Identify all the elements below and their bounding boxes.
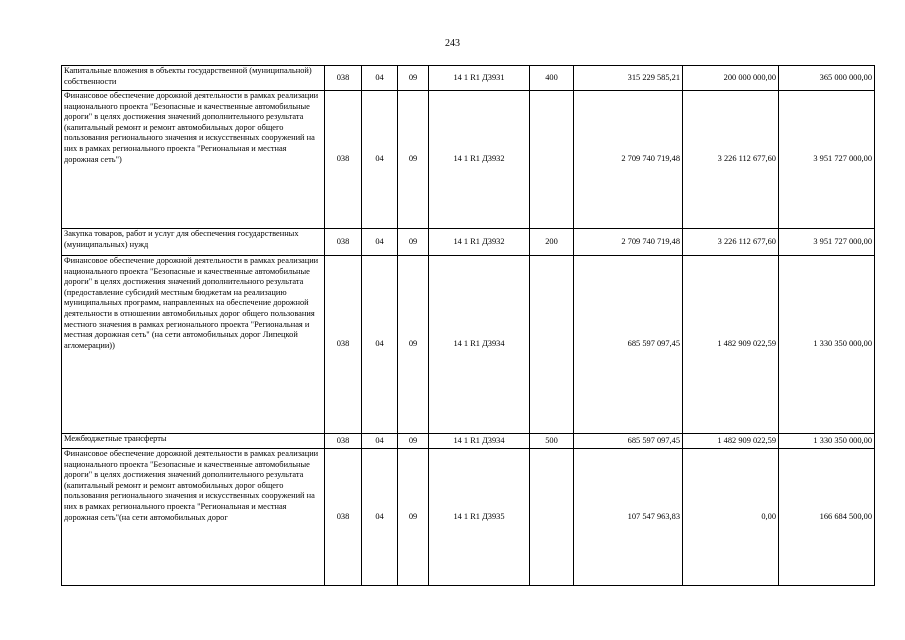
amount-year-1: 2 709 740 719,48: [574, 229, 683, 256]
section-code: 04: [362, 449, 398, 586]
section-code: 04: [362, 91, 398, 229]
amount-year-3: 3 951 727 000,00: [779, 91, 875, 229]
amount-year-3: 166 684 500,00: [779, 449, 875, 586]
section-code: 04: [362, 434, 398, 449]
target-article-code: 14 1 R1 Д3932: [429, 229, 530, 256]
target-article-code: 14 1 R1 Д3934: [429, 434, 530, 449]
amount-year-1: 315 229 585,21: [574, 66, 683, 91]
table-row: [62, 449, 875, 586]
amount-year-2: 3 226 112 677,60: [683, 229, 779, 256]
row-description: Финансовое обеспечение дорожной деятельности в рамках реализации национального проекта "Безопасные и качественные автомобильные дороги" в целях достижения значений дополнительного результата (капитальный ремонт и ремонт автомобильных дорог общего пользования регионального значения и искусственных сооружений на них в рамках регионального проекта "Региональная и местная дорожная сеть"(на сети автомобильных дорог: [62, 449, 325, 586]
expense-type-code: 500: [530, 434, 574, 449]
table-row: [62, 434, 875, 449]
row-description: Финансовое обеспечение дорожной деятельности в рамках реализации национального проекта "Безопасные и качественные автомобильные дороги" в целях достижения значений дополнительного результата (предоставление субсидий местным бюджетам на реализацию муниципальных программ, направленных на обеспечение дорожной деятельности в отношении автомобильных дорог общего пользования местного значения в рамках регионального проекта "Региональная и местная дорожная сеть" (на сети автомобильных дорог Липецкой агломерации)): [62, 256, 325, 434]
page-number: 243: [445, 38, 460, 49]
row-description: Финансовое обеспечение дорожной деятельности в рамках реализации национального проекта "Безопасные и качественные автомобильные дороги" в целях достижения значений дополнительного результата (капитальный ремонт и ремонт автомобильных дорог общего пользования регионального значения и искусственных сооружений на них в рамках регионального проекта "Региональная и местная дорожная сеть"): [62, 91, 325, 229]
expense-type-code: [530, 449, 574, 586]
target-article-code: 14 1 R1 Д3932: [429, 91, 530, 229]
amount-year-3: 1 330 350 000,00: [779, 256, 875, 434]
expense-type-code: 200: [530, 229, 574, 256]
amount-year-1: 2 709 740 719,48: [574, 91, 683, 229]
amount-year-1: 685 597 097,45: [574, 256, 683, 434]
subsection-code: 09: [398, 434, 429, 449]
table-row: [62, 256, 875, 434]
section-code: 04: [362, 66, 398, 91]
subsection-code: 09: [398, 256, 429, 434]
amount-year-1: 107 547 963,83: [574, 449, 683, 586]
subsection-code: 09: [398, 229, 429, 256]
expense-type-code: [530, 256, 574, 434]
amount-year-2: 200 000 000,00: [683, 66, 779, 91]
row-description: Межбюджетные трансферты: [62, 434, 325, 449]
ministry-code: 038: [325, 449, 362, 586]
row-description: Капитальные вложения в объекты государственной (муниципальной) собственности: [62, 66, 325, 91]
section-code: 04: [362, 229, 398, 256]
section-code: 04: [362, 256, 398, 434]
amount-year-2: 1 482 909 022,59: [683, 256, 779, 434]
target-article-code: 14 1 R1 Д3934: [429, 256, 530, 434]
ministry-code: 038: [325, 256, 362, 434]
table-row: [62, 66, 875, 91]
expense-type-code: [530, 91, 574, 229]
subsection-code: 09: [398, 91, 429, 229]
amount-year-3: 365 000 000,00: [779, 66, 875, 91]
ministry-code: 038: [325, 91, 362, 229]
expense-type-code: 400: [530, 66, 574, 91]
table-row: [62, 91, 875, 229]
row-description: Закупка товаров, работ и услуг для обеспечения государственных (муниципальных) нужд: [62, 229, 325, 256]
target-article-code: 14 1 R1 Д3935: [429, 449, 530, 586]
ministry-code: 038: [325, 434, 362, 449]
amount-year-1: 685 597 097,45: [574, 434, 683, 449]
table-row: [62, 229, 875, 256]
subsection-code: 09: [398, 449, 429, 586]
subsection-code: 09: [398, 66, 429, 91]
amount-year-3: 3 951 727 000,00: [779, 229, 875, 256]
amount-year-3: 1 330 350 000,00: [779, 434, 875, 449]
amount-year-2: 1 482 909 022,59: [683, 434, 779, 449]
amount-year-2: 3 226 112 677,60: [683, 91, 779, 229]
budget-table: [61, 65, 875, 586]
ministry-code: 038: [325, 66, 362, 91]
amount-year-2: 0,00: [683, 449, 779, 586]
target-article-code: 14 1 R1 Д3931: [429, 66, 530, 91]
ministry-code: 038: [325, 229, 362, 256]
